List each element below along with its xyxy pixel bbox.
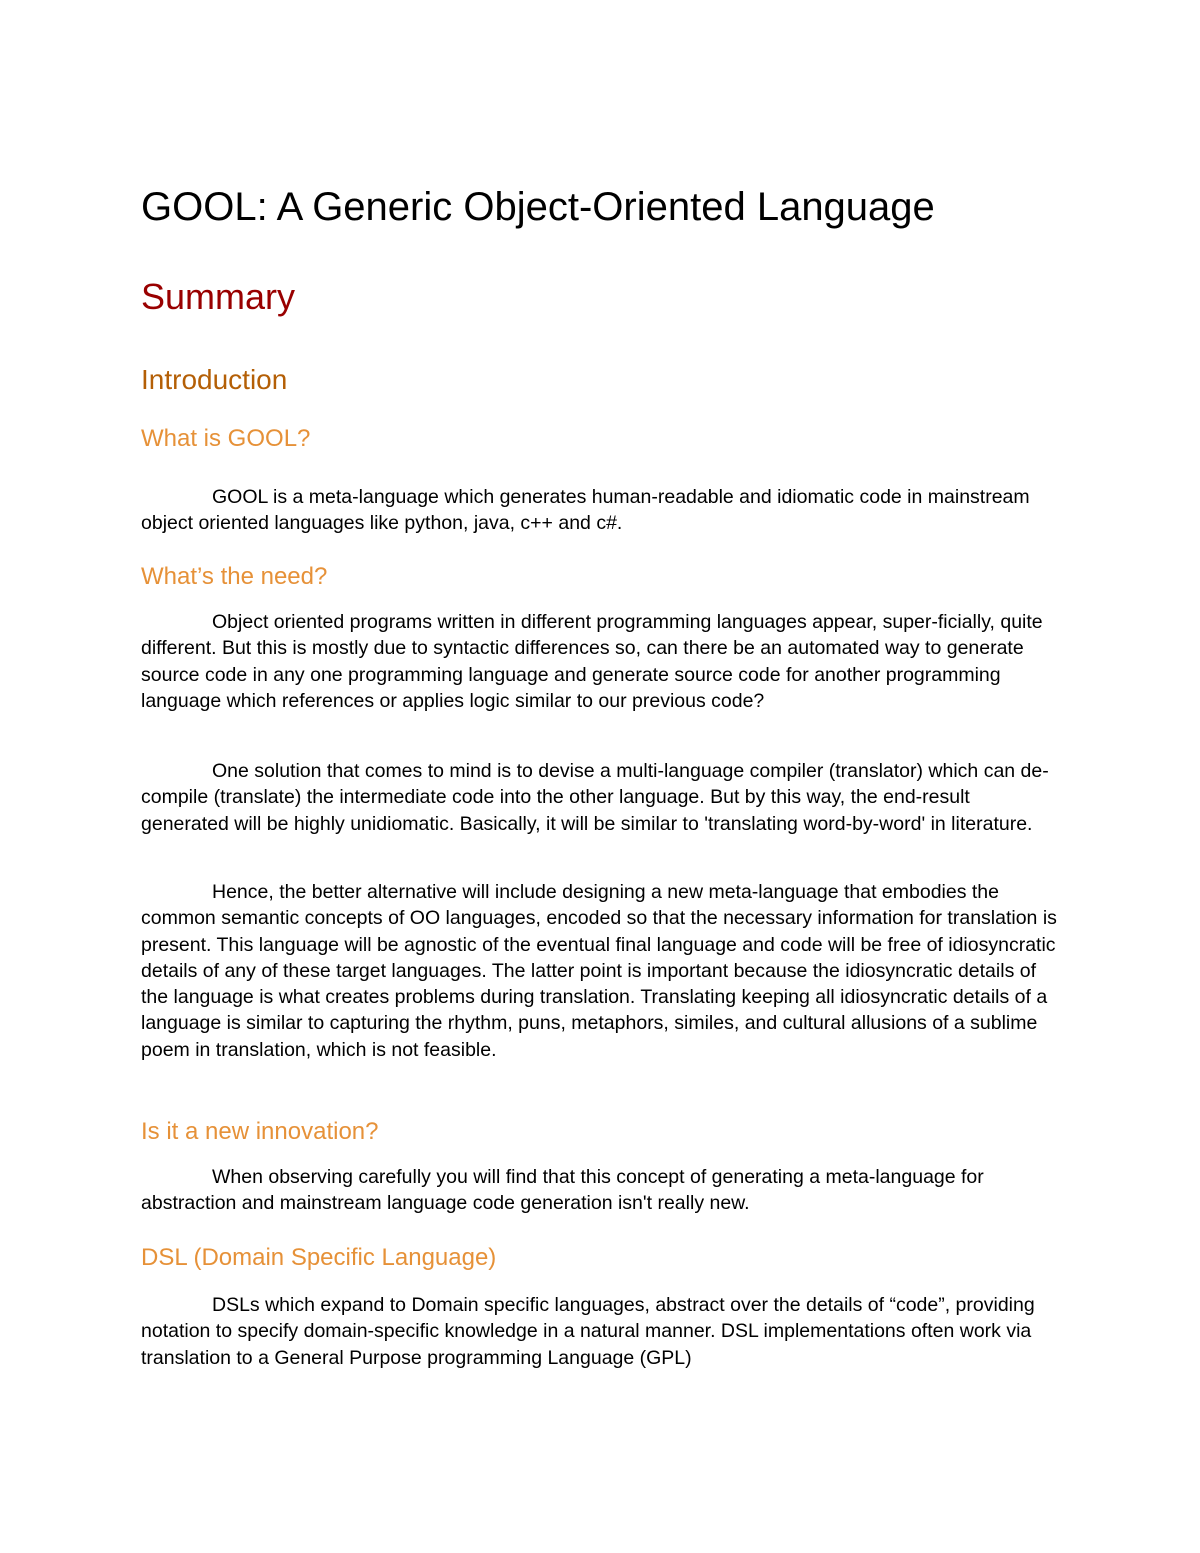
need-paragraph-1: Object oriented programs written in different programming languages appear, super-ficially, quite different. But this is mostly due to syntactic differences so, can there be an automated way to generate source code in any one programming language and generate source code for another programming language which references or applies logic similar to our previous code? bbox=[141, 611, 1043, 712]
summary-heading: Summary bbox=[141, 276, 296, 317]
dsl-paragraph: DSLs which expand to Domain specific languages, abstract over the details of “code”, providing notation to specify domain-specific knowledge in a natural manner. DSL implementations often work via translation to a General Purpose programming Language (GPL) bbox=[141, 1294, 1035, 1369]
what-is-gool-paragraph: GOOL is a meta-language which generates human-readable and idiomatic code in mainstream object oriented languages like python, java, c++ and c#. bbox=[141, 486, 1030, 535]
need-paragraph-2: One solution that comes to mind is to devise a multi-language compiler (translator) which can de-compile (translate) the intermediate code into the other language. But by this way, the end-result generated will be highly unidiomatic. Basically, it will be similar to 'translating word-by-word' in literature. bbox=[141, 760, 1049, 835]
what-is-gool-heading: What is GOOL? bbox=[141, 425, 311, 452]
introduction-heading: Introduction bbox=[141, 364, 288, 395]
innovation-paragraph: When observing carefully you will find that this concept of generating a meta-language for abstraction and mainstream language code generation isn't really new. bbox=[141, 1166, 984, 1215]
need-paragraph-3: Hence, the better alternative will include designing a new meta-language that embodies the common semantic concepts of OO languages, encoded so that the necessary information for translation is present. This language will be agnostic of the eventual final language and code will be free of idiosyncratic details of any of these target languages. The latter point is important because the idiosyncratic details of the language is what creates problems during translation. Translating keeping all idiosyncratic details of a language is similar to capturing the rhythm, puns, metaphors, similes, and cultural allusions of a sublime poem in translation, which is not feasible. bbox=[141, 881, 1057, 1061]
whats-the-need-heading: What’s the need? bbox=[141, 563, 328, 590]
innovation-heading: Is it a new innovation? bbox=[141, 1118, 379, 1145]
document-title: GOOL: A Generic Object-Oriented Language bbox=[141, 185, 935, 229]
dsl-heading: DSL (Domain Specific Language) bbox=[141, 1244, 497, 1271]
